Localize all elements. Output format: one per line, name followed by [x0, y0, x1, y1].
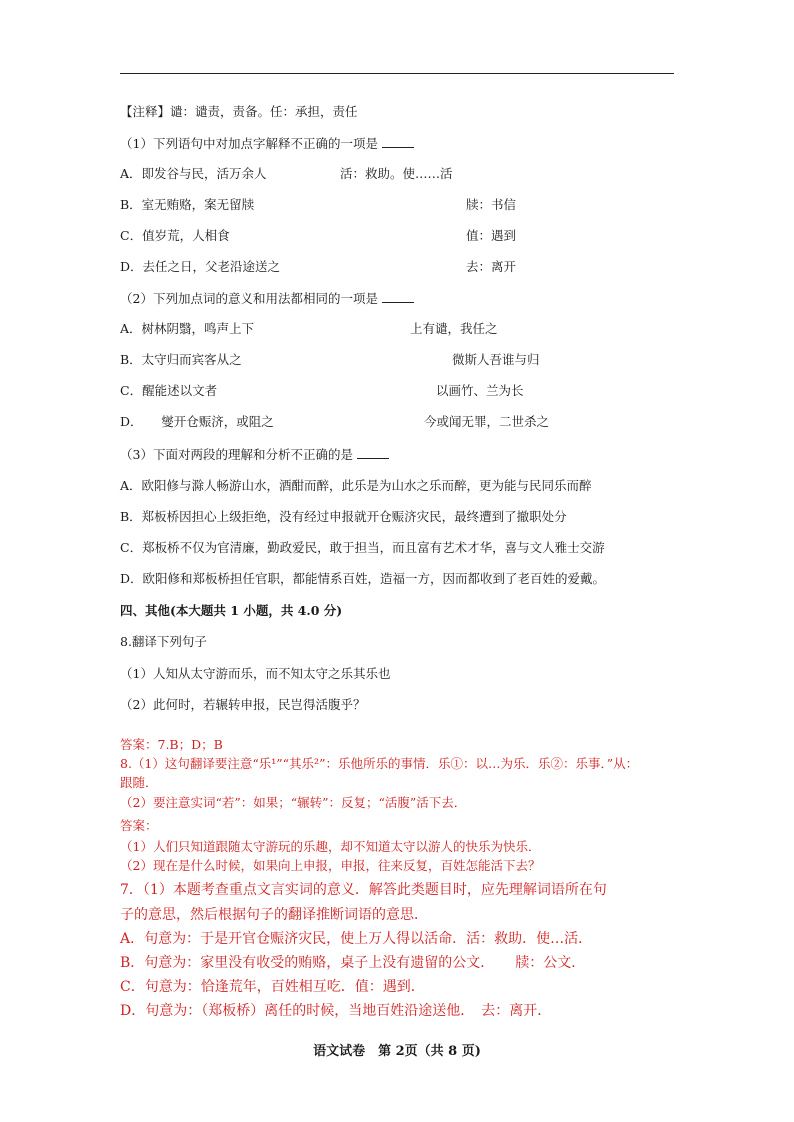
q2-option-d-compare: 今或闻无罪，二世杀之 — [424, 414, 550, 429]
q3-option-d: D．欧阳修和郑板桥担任官职，都能情系百姓，造福一方，因而都收到了老百姓的爱戴。 — [120, 571, 606, 586]
q1-stem: （1）下列语句中对加点字解释不正确的一项是 — [120, 136, 414, 152]
q2-option-a: A．树林阴翳，鸣声上下 — [120, 321, 255, 336]
page-footer: 语文试卷 第 2页（共 8 页) — [313, 1044, 481, 1059]
answer-blank — [382, 136, 414, 148]
analysis-line-4: B．句意为：家里没有收受的贿赂，桌子上没有遗留的公文． 牍：公文． — [120, 955, 586, 971]
q2-option-d: D． 燮开仓赈济，或阻之 — [120, 414, 274, 429]
answer-line-5: 答案： — [120, 818, 158, 833]
q2-option-b: B．太守归而宾客从之 — [120, 352, 242, 367]
q3-stem: （3）下面对两段的理解和分析不正确的是 — [120, 447, 389, 463]
q2-option-c: C．醒能述以文者 — [120, 383, 218, 398]
q1-option-d-explain: 去：离开 — [466, 259, 517, 274]
q2-option-c-compare: 以画竹、兰为长 — [436, 383, 524, 398]
q1-option-b: B．室无贿赂，案无留牍 — [120, 197, 255, 212]
q2-option-a-compare: 上有谴，我任之 — [410, 321, 498, 336]
q2-option-b-compare: 微斯人吾谁与归 — [452, 352, 540, 367]
q1-option-c: C．值岁荒，人相食 — [120, 228, 230, 243]
answer-line-6: （1）人们只知道跟随太守游玩的乐趣，却不知道太守以游人的快乐为快乐． — [120, 839, 541, 854]
q1-option-a: A．即发谷与民，活万余人 — [120, 166, 267, 181]
q8-item-2: （2）此何时，若辗转申报，民岂得活腹乎？ — [120, 697, 366, 712]
q8-item-1: （1）人知从太守游而乐，而不知太守之乐其乐也 — [120, 666, 391, 681]
q2-stem: （2）下列加点词的意义和用法都相同的一项是 — [120, 291, 414, 307]
analysis-line-6: D．句意为：（郑板桥）离任的时候，当地百姓沿途送他． 去：离开． — [120, 1003, 552, 1019]
answer-blank — [357, 447, 389, 459]
analysis-line-3: A．句意为：于是开官仓赈济灾民，使上万人得以活命．活：救助．使…活． — [120, 931, 593, 947]
q8-stem: 8.翻译下列句子 — [120, 634, 207, 649]
analysis-line-5: C．句意为：恰逢荒年，百姓相互吃．值：遇到． — [120, 979, 425, 995]
q3-option-c: C．郑板桥不仅为官清廉，勤政爱民，敢于担当，而且富有艺术才华，喜与文人雅士交游 — [120, 540, 605, 555]
answer-line-3: 跟随． — [120, 775, 158, 790]
q1-option-b-explain: 牍：书信 — [466, 197, 517, 212]
header-rule — [120, 73, 674, 74]
answer-line-4: （2）要注意实词“若”：如果；“辗转”：反复；“活腹”活下去． — [120, 795, 467, 810]
answer-blank — [382, 291, 414, 303]
analysis-line-2: 子的意思，然后根据句子的翻译推断词语的意思． — [120, 907, 428, 923]
q1-option-c-explain: 值：遇到 — [466, 228, 517, 243]
answer-line-2: 8.（1）这句翻译要注意“乐¹”“其乐²”：乐他所乐的事情．乐①：以…为乐．乐②：乐事．”从： — [120, 756, 639, 771]
section-4-title: 四、其他(本大题共 1 小题，共 4.0 分) — [120, 603, 343, 618]
answer-line-1: 答案：7.B；D；B — [120, 737, 223, 752]
q3-option-b: B．郑板桥因担心上级拒绝，没有经过申报就开仓赈济灾民，最终遭到了撤职处分 — [120, 509, 567, 524]
q1-option-d: D．去任之日，父老沿途送之 — [120, 259, 281, 274]
answer-line-7: （2）现在是什么时候，如果向上申报，申报，往来反复，百姓怎能活下去？ — [120, 858, 541, 873]
q3-option-a: A．欧阳修与滁人畅游山水，酒酣而醉，此乐是为山水之乐而醉，更为能与民同乐而醉 — [120, 478, 592, 493]
q1-option-a-explain: 活：救助。使……活 — [340, 166, 453, 181]
analysis-line-1: 7．（1）本题考查重点文言实词的意义．解答此类题目时，应先理解词语所在句 — [120, 882, 607, 898]
note-text: 【注释】谴：谴责，责备。任：承担，责任 — [120, 104, 358, 119]
